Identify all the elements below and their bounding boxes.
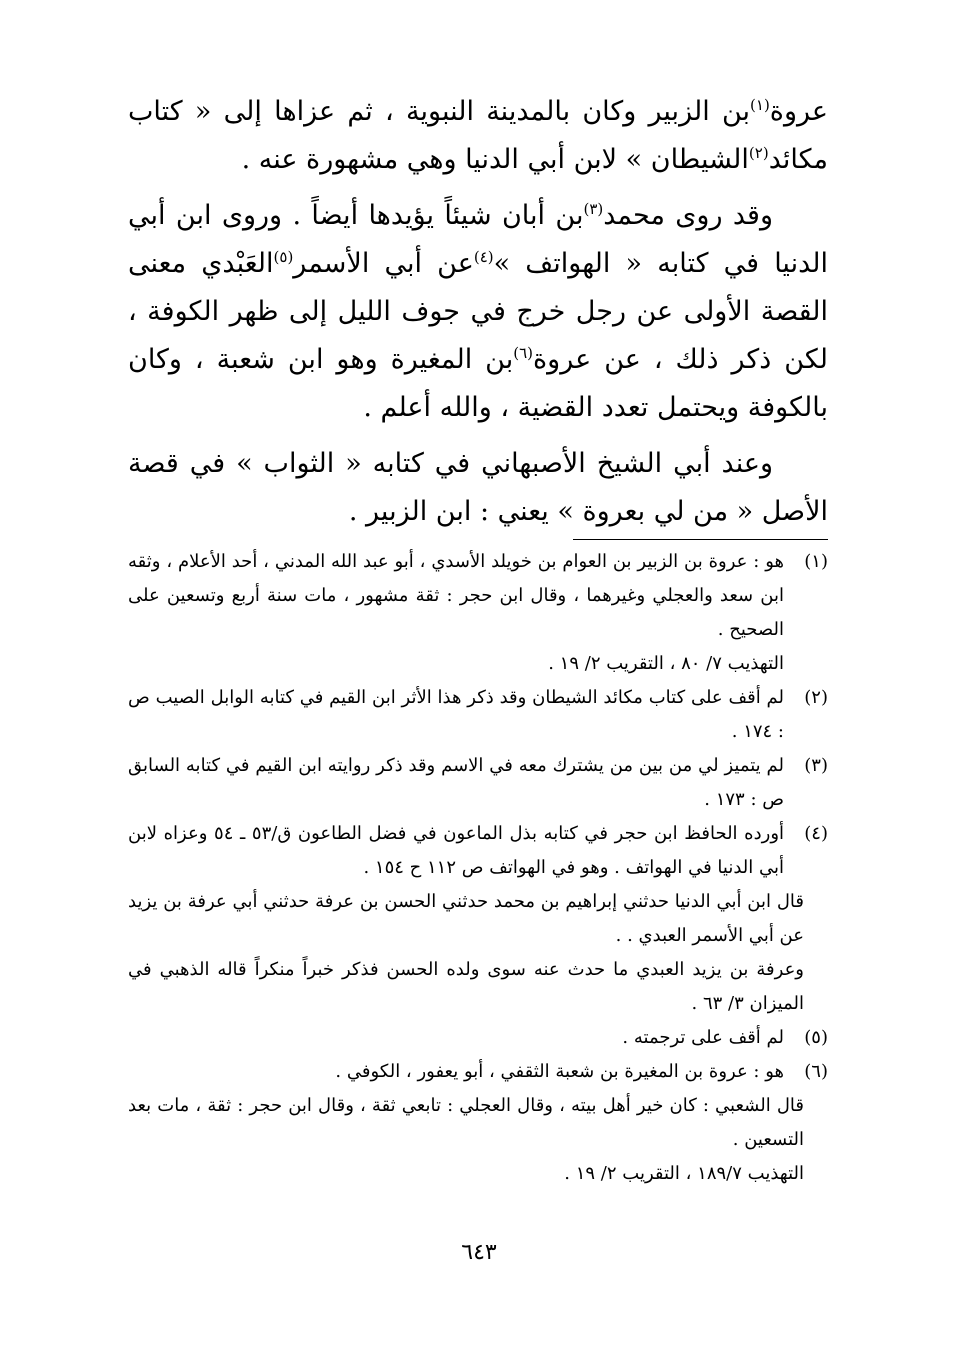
footnote-text: أورده الحافظ ابن حجر في كتابه بذل الماعون في فضل الطاعون ق/٥٣ ـ ٥٤ وعزاه لابن أبي الدنيا في الهواتف . وهو في الهواتف ص ١١٢ ح ١٥٤ . [128,823,785,878]
footnote-ref-6[interactable]: (٦) [513,344,534,362]
footnote-ref-5[interactable]: (٥) [273,248,294,266]
footnote-1 [128,545,828,681]
footnote-body [128,1021,784,1055]
footnote-6-continuation: قال الشعبي : كان خير أهل بيته ، وقال العجلي : تابعي ثقة ، وقال ابن حجر : ثقة ، مات بعد التسعين . [128,1095,804,1150]
footnote-4-continuation: قال ابن أبي الدنيا حدثني إبراهيم بن محمد حدثني الحسن بن عرفة حدثني أبي عرفة بن يزيد عن أبي الأسمر العبدي . . [128,891,804,946]
text-run: عن أبي الأسمر [293,248,474,279]
footnote-number: (٢) [804,687,828,708]
text-run: بن الزبير وكان بالمدينة النبوية ، ثم عزاها إلى « كتاب مكائد [128,96,828,175]
footnote-body [128,749,784,817]
footnote-4 [128,817,828,885]
footnote-ref-4[interactable]: (٤) [473,248,494,266]
paragraph-2 [128,192,828,432]
text-run: بن المغيرة وهو ابن شعبة ، وكان بالكوفة ويحتمل تعدد القضية ، والله أعلم . [128,344,828,423]
footnote-text: لم أقف على كتاب مكائد الشيطان وقد ذكر هذا الأثر ابن القيم في كتابه الوابل الصيب ص : ١٧٤ . [128,687,784,742]
footnote-body [128,1055,784,1089]
footnote-3 [128,749,828,817]
text-run: العَبْدي معنى القصة الأولى عن رجل خرج في جوف الليل إلى ظهر الكوفة ، لكن ذكر ذلك ، عن عروة [128,248,828,375]
text-run: بن أبان شيئاً يؤيدها أيضاً . وروى ابن أبي الدنيا في كتابه « الهواتف » [128,200,828,279]
page-number: ٦٤٣ [461,1240,497,1265]
footnote-6 [128,1055,828,1089]
footnote-number: (٣) [804,755,828,776]
footnote-body [128,681,784,749]
footnote-4-continuation: وعرفة بن يزيد العبدي ما حدث عنه سوى ولده الحسن فذكر خبراً منكراً قاله الذهبي في الميزان ٣/ ٦٣ . [128,959,804,1014]
footnote-text: هو : عروة بن الزبير بن العوام بن خويلد الأسدي ، أبو عبد الله المدني ، أحد الأعلام ، وثقه ابن سعد والعجلي وغيرهما ، وقال ابن حجر : ثقة مشهور ، مات سنة أربع وتسعين على الصحيح . [128,551,784,640]
footnote-body [128,817,784,885]
text-run: الشيطان » لابن أبي الدنيا وهي مشهورة عنه . [241,144,749,175]
paragraph-1 [128,88,828,184]
footnote-text: هو : عروة بن المغيرة بن شعبة الثقفي ، أبو يعفور ، الكوفي . [335,1061,784,1082]
footnote-text: لم يتميز لي من بين من يشترك معه في الاسم وقد ذكر روايته ابن القيم في كتابه السابق ص : ١٧٣ . [128,755,784,810]
footnote-number: (٥) [804,1027,828,1048]
paragraph-3: وعند أبي الشيخ الأصبهاني في كتابه « الثواب » في قصة الأصل « من لي بعروة » يعني : ابن الزبير . [128,448,828,527]
footnote-ref-3[interactable]: (٣) [583,200,604,218]
text-run: وقد روى محمد [603,200,773,231]
footnote-ref-1[interactable]: (١) [750,96,770,114]
main-text [128,88,828,544]
footnote-6-reference: التهذيب ١٨٩/٧ ، التقريب ٢/ ١٩ . [564,1163,804,1184]
footnotes-section [128,545,828,1191]
footnote-reference: التهذيب ٧/ ٨٠ ، التقريب ٢/ ١٩ . [548,653,784,674]
footnote-number: (٤) [804,823,828,844]
footnote-ref-2[interactable]: (٢) [748,144,769,162]
text-run: عروة [769,96,828,127]
footnote-divider [573,539,828,540]
footnote-number: (٦) [804,1061,828,1082]
footnote-text: لم أقف على ترجمته . [622,1027,784,1048]
footnote-2 [128,681,828,749]
footnote-number: (١) [804,551,828,572]
footnote-body [128,545,784,681]
footnote-5 [128,1021,828,1055]
